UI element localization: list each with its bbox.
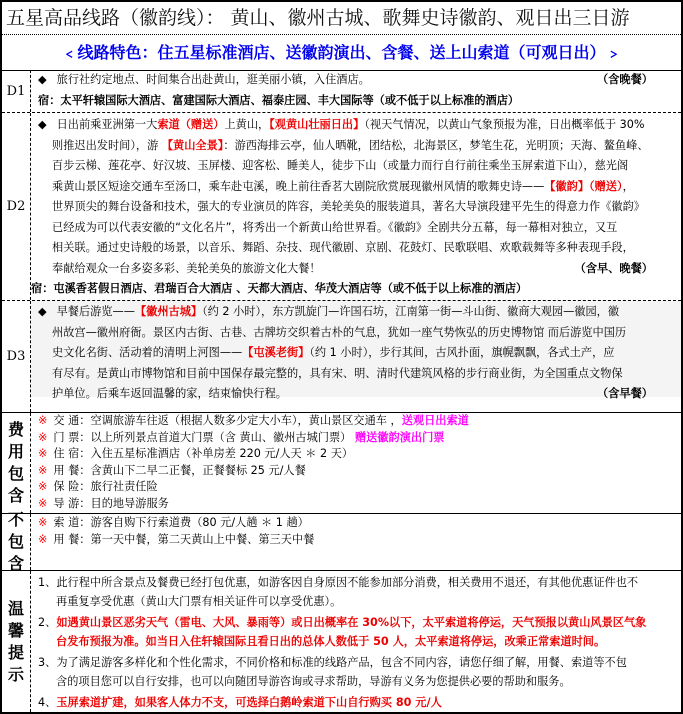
- highlight-text: 【徽韵】（赠送）: [544, 179, 623, 193]
- label-char: 包: [7, 464, 24, 483]
- activity-text: 则推迟出发时间），游: [52, 138, 162, 152]
- activity-line: [38, 177, 673, 198]
- tip-line: [38, 613, 673, 632]
- day-label: D3: [2, 301, 31, 412]
- tip-item: [38, 693, 673, 712]
- fee-value: 入住五星标准酒店（补单房差 220 元/人天 ＊ 2 天）: [90, 447, 354, 460]
- activity-text: 已经成为可以代表安徽的“文化名片”，将秀出一个新黄山给世界看。《徽韵》全剧共分五幕，每一幕相对独立，又互: [52, 220, 618, 234]
- fee-key: 导 游：: [53, 496, 91, 510]
- activity-line: [38, 156, 673, 177]
- tip-number: 3、: [38, 656, 57, 669]
- diamond-bullet-icon: ◆: [38, 118, 47, 131]
- activity-line: [38, 70, 673, 91]
- tip-item: [38, 653, 673, 691]
- activity-text: ：游西海排云亭，仙人晒靴，团结松，北海景区，梦笔生花，光明顶；天海、鳌鱼峰、: [223, 138, 649, 152]
- label-char: 提: [7, 642, 24, 662]
- reference-mark-icon: ※: [38, 533, 48, 546]
- meal-note: （含早、晚餐）: [574, 261, 653, 275]
- tip-text: 台发布预报为准。如当日入住轩辕国际且看日出的总体人数低于 50 人，太平索道将停运，改乘正常索道时间。: [56, 635, 606, 648]
- tip-text: 如遇黄山景区恶劣天气（雷电、大风、暴雨等）或日出概率在 30%以下，太平索道将停运，天气预报以黄山风景区气象: [56, 616, 647, 629]
- activity-text: 有尽有。是黄山市博物馆和目前中国保存最完整的，具有宋、明、清时代建筑风格的步行商业街，为全国重点文物保: [52, 366, 623, 380]
- fee-value: 以上所列景点首道大门票（含 黄山、徽州古城门票）: [90, 430, 355, 444]
- fee-item: [38, 514, 673, 531]
- page-title: 五星高品线路（徽韵线）： 黄山、徽州古城、歌舞史诗徽韵、观日出三日游: [2, 2, 681, 35]
- activity-text: 史文化名街、活动着的清明上河图——: [52, 346, 243, 359]
- highlight-text: 【徽州古城】: [134, 305, 203, 318]
- tip-line: [38, 573, 673, 592]
- tip-line: [38, 653, 673, 672]
- activity-text: 旅行社约定地点、时间集合出赴黄山，逛美丽小镇，入住酒店。: [56, 73, 370, 86]
- label-char: 用: [7, 442, 24, 461]
- activity-text: 百步云梯、莲花亭、好汉坡、玉屏楼、迎客松、睡美人，徒步下山（或量力而行自行前往乘坐玉屏索道下山），慈光阁: [52, 159, 629, 172]
- reference-mark-icon: ※: [38, 480, 48, 493]
- tips-section: [2, 571, 681, 712]
- fee-key: 门 票：: [53, 430, 91, 444]
- day-row-d1: [2, 70, 681, 113]
- fee-item: [38, 413, 673, 430]
- activity-text: 州故宫—徽州府衙。景区内古街、古巷、古牌坊交织着古朴的气息，犹如一座气势恢弘的历史博物馆 而后游览中国历: [52, 325, 627, 339]
- hotel-line: 宿：太平轩辕国际大酒店、富建国际大酒店、福泰庄园、丰大国际等（或不低于以上标准的酒店）: [38, 93, 520, 107]
- meal-note: （含早餐）: [597, 387, 653, 400]
- tip-number: 4、: [38, 696, 57, 709]
- activity-text: 早餐后游览——: [56, 305, 135, 318]
- day-label: D1: [2, 70, 31, 112]
- day-content: [31, 301, 681, 400]
- fee-item: [38, 479, 673, 496]
- hotel-line: 宿：屯溪香茗假日酒店、君瑞百合大酒店 、天都大酒店、华茂大酒店等（或不低于以上标准的酒店）: [31, 282, 528, 295]
- activity-line: [38, 384, 673, 405]
- day-content: [31, 113, 681, 300]
- activity-text: 相关联。通过史诗般的场景，以音乐、舞蹈、杂技、现代徽剧、京剧、花鼓灯、民歌联唱、欢歌载舞等多种表现手段，: [52, 241, 634, 254]
- tip-line: [38, 632, 673, 651]
- day-content: [31, 70, 681, 112]
- highlight-text: 索道（赠送）: [157, 118, 225, 131]
- activity-text: （约 1 小时），步行其间，古风扑面，旗幌飘飘，各式土产，应: [309, 346, 615, 359]
- activity-line: [38, 115, 673, 136]
- fee-key: 保 险：: [53, 480, 91, 493]
- activity-text: 日出前乘亚洲第一大: [56, 118, 158, 131]
- activity-text: 乘黄山景区短途交通车至汤口，乘车赴屯溪，晚上前往香茗大剧院欣赏展现徽州风情的歌舞史诗——: [52, 179, 545, 193]
- fee-key: 交 通：: [53, 414, 91, 427]
- activity-text: 世界顶尖的舞台设备和技术，强大的专业演员的阵容，美轮美奂的服装道具，著名大导演段建平先生的得意力作《徽韵》: [52, 200, 645, 213]
- activity-text: 上黄山，: [224, 118, 270, 131]
- fee-value: 第一天中餐，第二天黄山上中餐、第三天中餐: [90, 533, 315, 546]
- label-char: 费: [7, 420, 24, 439]
- diamond-bullet-icon: ◆: [38, 305, 47, 318]
- tip-text: 此行程中所含景点及餐费已经打包优惠，如游客因自身原因不能参加部分消费，相关费用不退还，有其他优惠证件也不: [56, 576, 639, 589]
- activity-text: 奉献给观众一台多姿多彩、美轮美奂的旅游文化大餐！: [52, 261, 321, 275]
- tip-item: [38, 613, 673, 651]
- activity-text: ，: [622, 179, 634, 193]
- activity-text: （约 2 小时），东方凯旋门—许国石坊，江南第一街—斗山街、徽商大观园—徽园，徽: [202, 305, 620, 318]
- tip-line: [38, 672, 673, 691]
- day-row-d3: [2, 301, 681, 413]
- tip-number: 1、: [38, 576, 57, 589]
- activity-text: （视天气情况，以黄山气象预报为准，日出概率低于 30%: [364, 118, 645, 131]
- tip-item: [38, 573, 673, 611]
- activity-line: [38, 259, 673, 280]
- fee-value: 空调旅游车往返（根据人数多少定大小车），黄山景区交通车 ，: [90, 414, 402, 427]
- label-char: 馨: [7, 620, 24, 640]
- tips-list: [31, 571, 681, 712]
- label-char: 示: [7, 664, 24, 684]
- label-char: 含: [7, 554, 24, 573]
- reference-mark-icon: ※: [38, 516, 48, 529]
- label-char: 温: [7, 598, 24, 618]
- highlight-text: 【观黄山壮丽日出】: [269, 118, 365, 131]
- highlight-text: 【黄山全景】: [161, 138, 224, 152]
- tips-label: [2, 571, 31, 712]
- fees-included-list: [31, 413, 681, 513]
- reference-mark-icon: ※: [38, 447, 48, 460]
- highlight-text: 【屯溪老街】: [242, 346, 310, 359]
- activity-text: 护单位。后乘车返回温馨的家，结束愉快行程。: [52, 387, 287, 400]
- label-char: 不: [7, 510, 24, 529]
- tip-text: 含的项目您可以自行安排，也可以向随团导游咨询或寻求帮助，导游有义务为您提供必要的帮助和服务。: [56, 675, 571, 688]
- tip-line: [38, 693, 673, 712]
- label-char: 含: [7, 486, 24, 505]
- day-row-d2: [2, 113, 681, 301]
- activity-line: [38, 218, 673, 239]
- activity-line: [38, 197, 673, 218]
- reference-mark-icon: ※: [38, 496, 48, 510]
- reference-mark-icon: ※: [38, 463, 48, 477]
- fee-key: 用 餐：: [53, 463, 91, 477]
- route-features: ﹤线路特色：住五星标准酒店、送徽韵演出、含餐、送上山索道（可观日出）﹥: [2, 35, 681, 71]
- diamond-bullet-icon: ◆: [38, 73, 47, 86]
- fees-included-label: [2, 413, 31, 513]
- tip-text: 为了满足游客多样化和个性化需求，不同价格和标准的线路产品，包含不同内容，请您仔细了解，用餐、索道等不包: [56, 656, 627, 669]
- meal-note: （含晚餐）: [597, 73, 653, 86]
- fee-item: [38, 496, 673, 513]
- tip-text: 再重复享受优惠（黄山大门票有相关证件可以享受优惠）。: [56, 595, 342, 608]
- fee-key: 用 餐：: [53, 533, 91, 546]
- fees-excluded-label: [2, 510, 31, 573]
- tip-text: 玉屏索道扩建，如果客人体力不支，可选择白鹅岭索道下山自行购买 80 元/人: [56, 696, 442, 709]
- fee-item: [38, 446, 673, 463]
- fee-key: 索 道：: [53, 516, 91, 529]
- day-label: D2: [2, 113, 31, 300]
- activity-line: [38, 136, 673, 157]
- activity-line: [38, 343, 673, 364]
- fees-excluded-section: [2, 510, 681, 573]
- fees-included-section: [2, 413, 681, 514]
- fee-item: [38, 531, 673, 548]
- reference-mark-icon: ※: [38, 430, 48, 444]
- activity-line: [38, 364, 673, 385]
- fee-item: [38, 463, 673, 480]
- activity-line: [38, 323, 673, 344]
- fee-value: 含黄山下二早二正餐，正餐餐标 25 元/人餐: [90, 463, 306, 477]
- tip-number: 2、: [38, 616, 57, 629]
- tip-line: [38, 592, 673, 611]
- fee-key: 住 宿：: [53, 447, 91, 460]
- activity-line: [38, 238, 673, 259]
- activity-line: [38, 302, 673, 323]
- fee-value: 游客自购下行索道费（80 元/人趟 ＊ 1 趟）: [90, 516, 309, 529]
- fees-excluded-list: [31, 514, 681, 570]
- fee-value: 目的地导游服务: [90, 496, 169, 510]
- fee-value: 旅行社责任险: [90, 480, 158, 493]
- fee-bonus: 送观日出索道: [401, 414, 469, 427]
- reference-mark-icon: ※: [38, 414, 48, 427]
- fee-item: [38, 430, 673, 447]
- label-char: 包: [7, 532, 24, 551]
- fee-bonus: 赠送徽韵演出门票: [354, 430, 445, 444]
